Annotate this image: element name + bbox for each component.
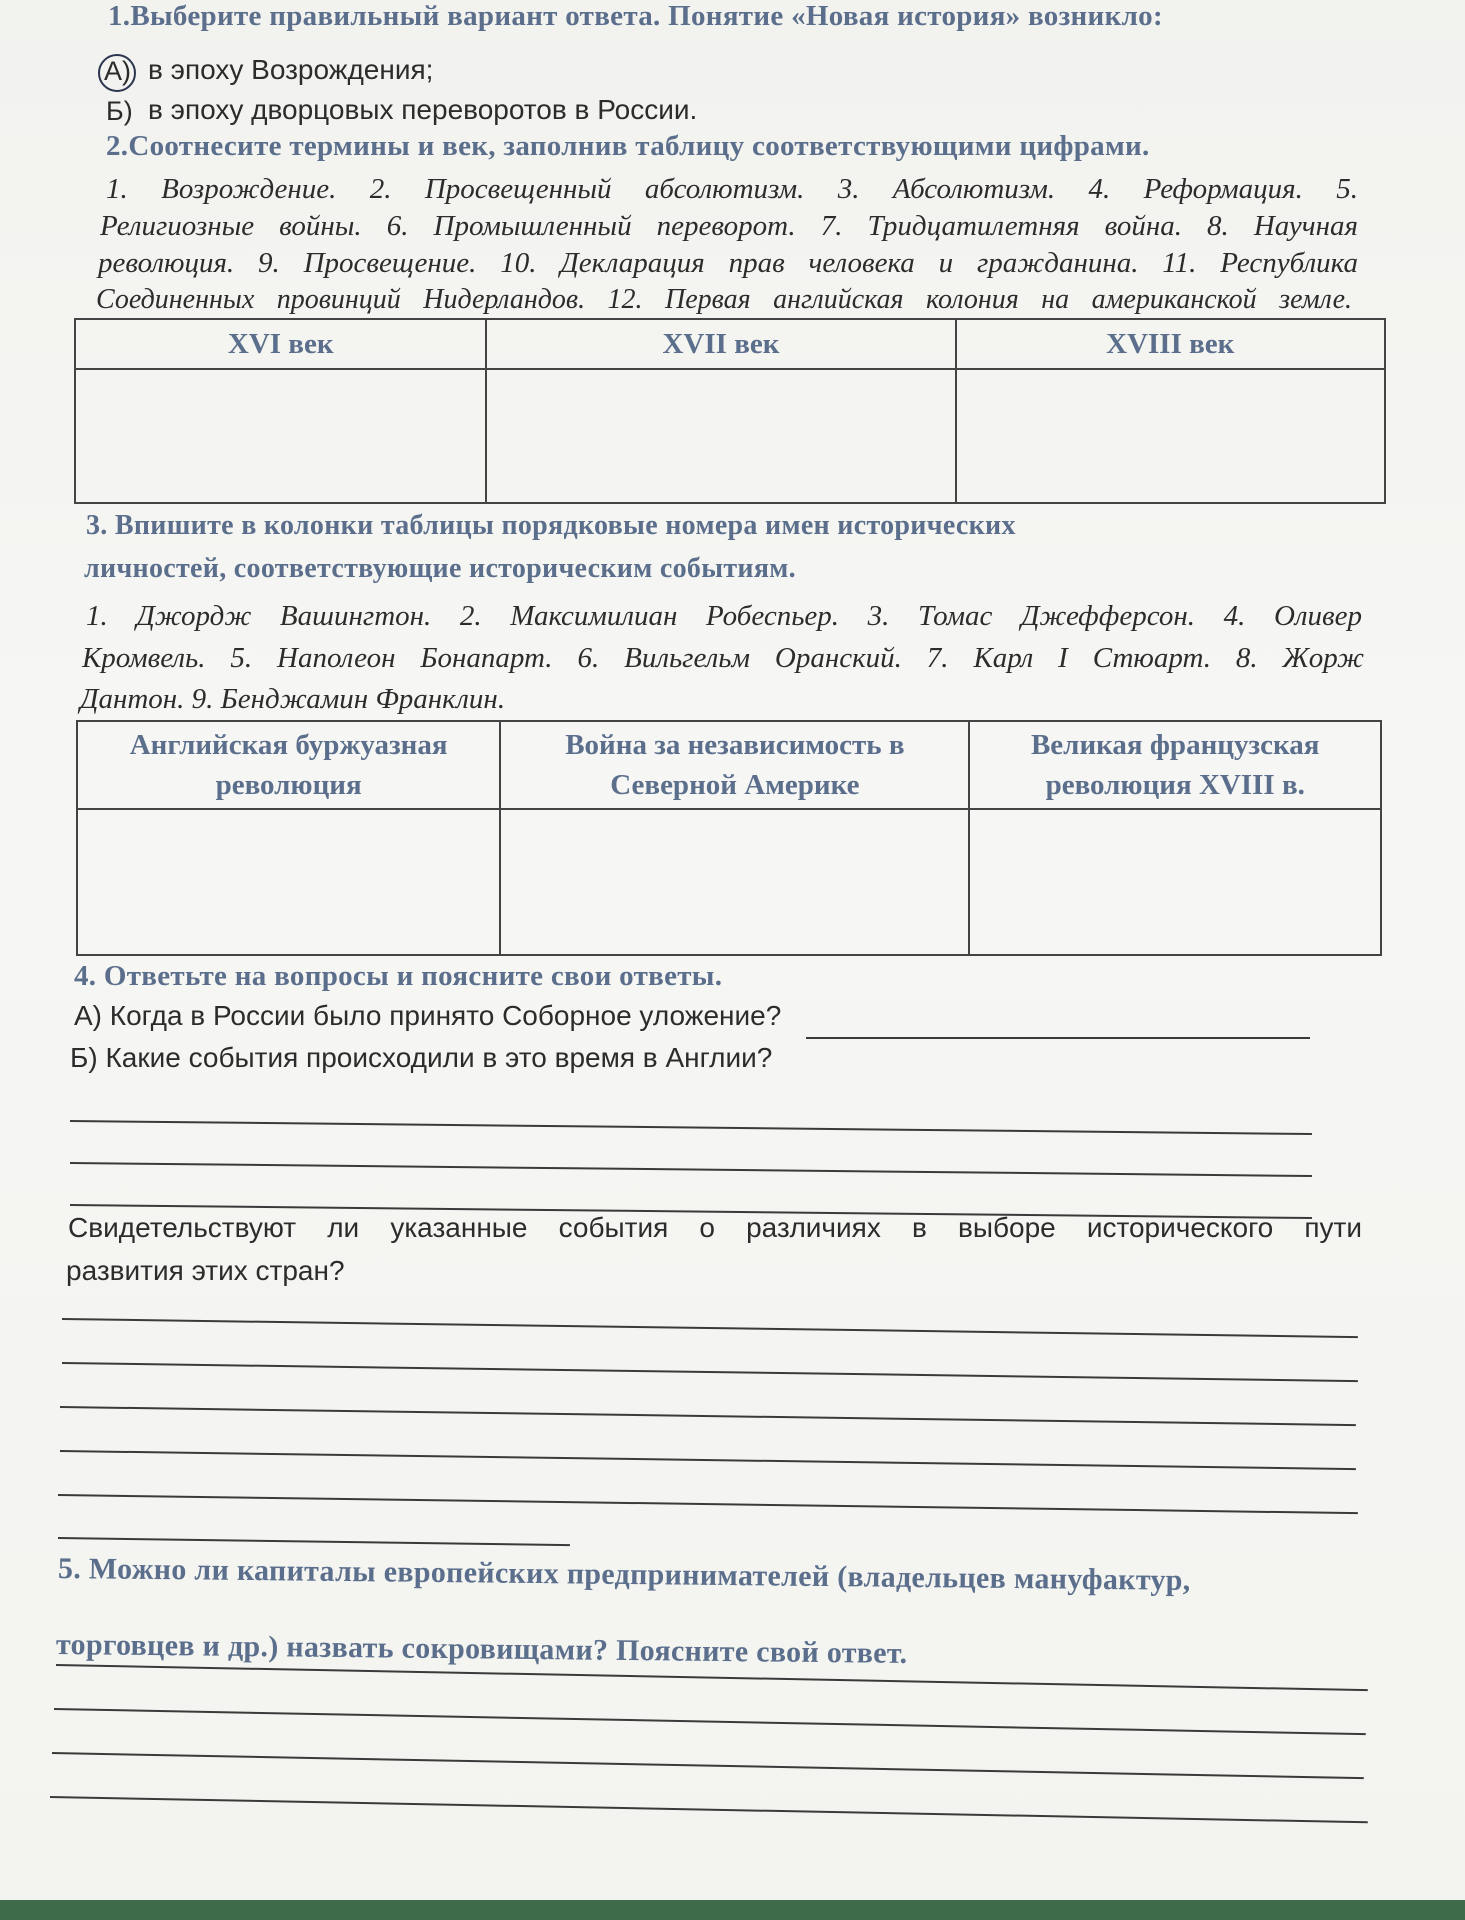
- q3-cell-french-revolution[interactable]: [969, 809, 1381, 955]
- q4-question-c-line-2: развития этих стран?: [66, 1255, 345, 1286]
- q3-col2-line2: Северной Америке: [610, 769, 860, 801]
- q4-question-b: Б) Какие события происходили в это время в Англии?: [70, 1042, 773, 1073]
- q4-answer-b-line-2[interactable]: [70, 1162, 1312, 1177]
- table-surface-edge: [0, 1900, 1465, 1920]
- q3-events-table: [76, 720, 1382, 956]
- q4-question-a: А) Когда в России было принято Соборное уложение?: [74, 1000, 782, 1031]
- q4-answer-a-line[interactable]: [806, 1037, 1310, 1039]
- q4-title: 4. Ответьте на вопросы и поясните свои ответы.: [74, 960, 723, 992]
- q3-col1-line2: революция: [215, 769, 362, 801]
- q3-cell-english-revolution[interactable]: [77, 809, 500, 955]
- q3-col1-line1: Английская буржуазная: [129, 729, 448, 761]
- q3-col2-line1: Война за независимость в: [565, 729, 905, 761]
- q3-col3-line2: революция XVIII в.: [1045, 769, 1305, 801]
- q2-col-xviii: XVIII век: [956, 319, 1385, 369]
- q2-century-table: [74, 318, 1386, 504]
- q2-terms-line-1: 1. Возрождение. 2. Просвещенный абсолютизм. 3. Абсолютизм. 4. Реформация. 5.: [106, 173, 1358, 205]
- q4-answer-c-line-2[interactable]: [62, 1362, 1358, 1382]
- q3-col-english-revolution: [77, 721, 500, 809]
- q4-answer-c-line-6[interactable]: [58, 1537, 570, 1546]
- q2-terms-line-3: революция. 9. Просвещение. 10. Декларация прав человека и гражданина. 11. Республика: [98, 247, 1358, 279]
- q3-names-line-2: Кромвель. 5. Наполеон Бонапарт. 6. Вильгельм Оранский. 7. Карл I Стюарт. 8. Жорж: [82, 642, 1364, 674]
- q4-answer-c-line-3[interactable]: [60, 1406, 1356, 1426]
- q1-option-b-text: в эпоху дворцовых переворотов в России.: [148, 94, 698, 125]
- q5-answer-line-3[interactable]: [52, 1752, 1364, 1779]
- q4-answer-c-line-1[interactable]: [62, 1318, 1358, 1338]
- q1-option-b-letter: Б): [106, 96, 133, 126]
- q1-title: 1.Выберите правильный вариант ответа. Понятие «Новая история» возникло:: [108, 0, 1163, 32]
- q2-cell-xvi[interactable]: [75, 369, 486, 503]
- q2-title: 2.Соотнесите термины и век, заполнив таблицу соответствующими цифрами.: [106, 130, 1150, 162]
- q4-answer-b-line-1[interactable]: [70, 1120, 1312, 1135]
- q4-answer-c-line-4[interactable]: [60, 1450, 1356, 1470]
- q1-option-a-letter: А): [104, 56, 131, 86]
- q3-cell-american-independence[interactable]: [500, 809, 969, 955]
- q5-title-line-1: 5. Можно ли капиталы европейских предпринимателей (владельцев мануфактур,: [57, 1552, 1191, 1597]
- q3-col-french-revolution: [969, 721, 1381, 809]
- q2-terms-line-4: Соединенных провинций Нидерландов. 12. Первая английская колония на американской земле.: [96, 284, 1352, 315]
- q3-names-line-1: 1. Джордж Вашингтон. 2. Максимилиан Робеспьер. 3. Томас Джефферсон. 4. Оливер: [86, 600, 1362, 632]
- q2-col-xvii: XVII век: [486, 319, 955, 369]
- q3-col-american-independence: [500, 721, 969, 809]
- q3-title-line-2: личностей, соответствующие историческим событиям.: [84, 553, 796, 584]
- q2-terms-line-2: Религиозные войны. 6. Промышленный переворот. 7. Тридцатилетняя война. 8. Научная: [100, 210, 1358, 242]
- q2-cell-xvii[interactable]: [486, 369, 955, 503]
- q3-col3-line1: Великая французская: [1030, 729, 1320, 761]
- q3-names-line-3: Дантон. 9. Бенджамин Франклин.: [80, 683, 506, 715]
- q4-answer-c-line-5[interactable]: [58, 1494, 1358, 1514]
- q4-question-c-line-1: Свидетельствуют ли указанные события о различиях в выборе исторического пути: [68, 1212, 1362, 1243]
- q3-title-line-1: 3. Впишите в колонки таблицы порядковые номера имен исторических: [86, 510, 1016, 541]
- q5-title-line-2: торговцев и др.) назвать сокровищами? Поясните свой ответ.: [55, 1628, 908, 1670]
- q2-cell-xviii[interactable]: [956, 369, 1385, 503]
- q2-col-xvi: XVI век: [75, 319, 486, 369]
- q1-option-a-text: в эпоху Возрождения;: [148, 54, 434, 85]
- q5-answer-line-2[interactable]: [54, 1708, 1366, 1735]
- q5-answer-line-4[interactable]: [50, 1796, 1368, 1823]
